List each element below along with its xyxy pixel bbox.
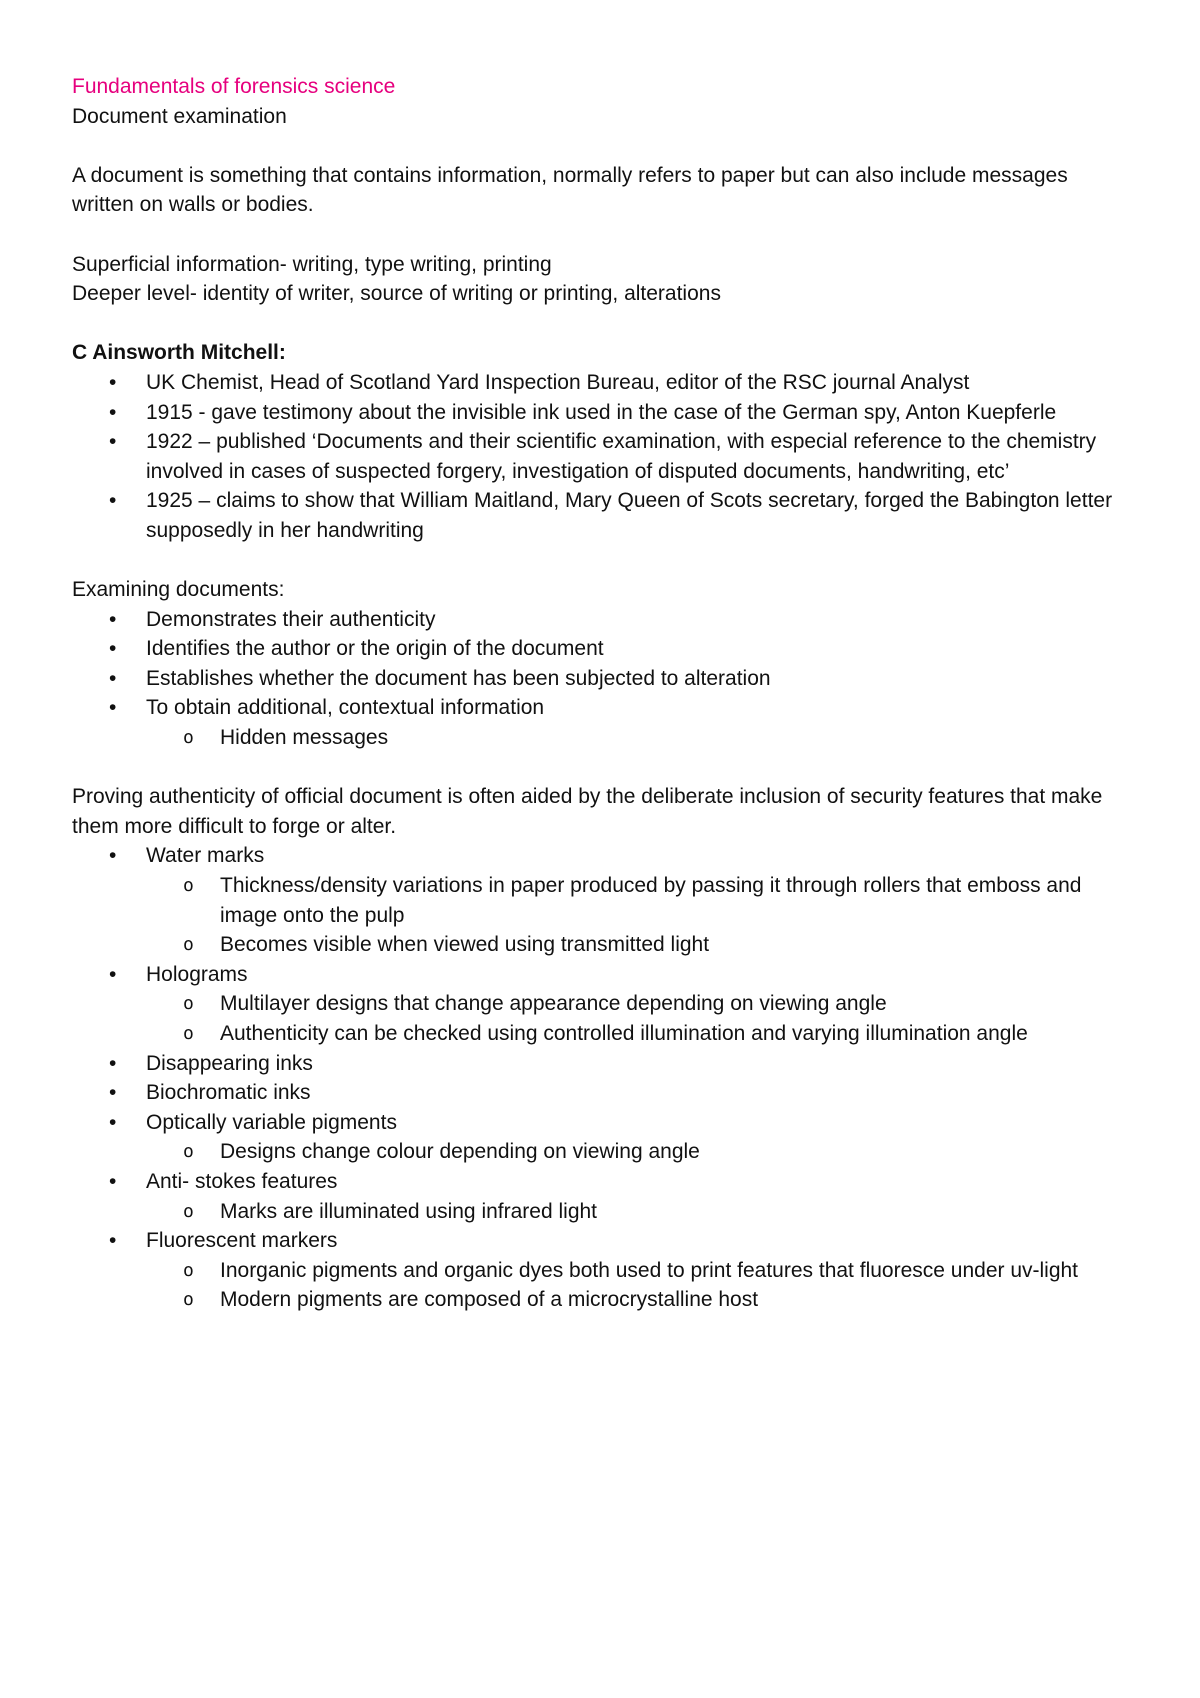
sub-list-item-text: Becomes visible when viewed using transmitted light — [220, 933, 710, 957]
document-page — [72, 72, 1132, 1315]
sub-bullet-icon: o — [183, 1259, 194, 1281]
bullet-icon: • — [109, 607, 117, 631]
examining-heading: Examining documents: — [72, 578, 285, 602]
spacer — [72, 753, 1132, 783]
sub-list — [146, 723, 1132, 753]
list-item-optically-variable-pigments — [72, 1108, 1132, 1167]
superficial-level: Superficial information- writing, type writing, printing — [72, 252, 552, 276]
sub-bullet-icon: o — [183, 934, 194, 956]
list-item-water-marks — [72, 841, 1132, 959]
sub-list-item — [146, 930, 1132, 960]
bullet-icon: • — [109, 400, 117, 424]
list-item-text: UK Chemist, Head of Scotland Yard Inspection Bureau, editor of the RSC journal Analyst — [146, 370, 970, 394]
sub-bullet-icon: o — [183, 875, 194, 897]
list-item — [72, 427, 1132, 486]
mitchell-list — [72, 368, 1132, 546]
sub-list-item-text: Thickness/density variations in paper produced by passing it through rollers that emboss and image onto the pulp — [220, 874, 1082, 927]
sub-list — [146, 1197, 1132, 1227]
list-item-anti-stokes-features — [72, 1167, 1132, 1226]
examining-list — [72, 605, 1132, 753]
list-item-text: 1915 - gave testimony about the invisible ink used in the case of the German spy, Anton Kuepferle — [146, 400, 1057, 424]
sub-list — [146, 989, 1132, 1048]
list-item — [72, 605, 1132, 635]
mitchell-heading: C Ainsworth Mitchell: — [72, 341, 286, 365]
bullet-icon: • — [109, 1110, 117, 1134]
list-item-holograms — [72, 960, 1132, 1049]
bullet-icon: • — [109, 1169, 117, 1193]
sub-list-item — [146, 1019, 1132, 1049]
sub-list-item-text: Inorganic pigments and organic dyes both used to print features that fluoresce under uv-light — [220, 1258, 1079, 1282]
list-item-text: Establishes whether the document has been subjected to alteration — [146, 666, 771, 690]
sub-list-item-text: Designs change colour depending on viewing angle — [220, 1140, 700, 1164]
sub-bullet-icon: o — [183, 993, 194, 1015]
list-item — [72, 693, 1132, 752]
bullet-icon: • — [109, 666, 117, 690]
list-item-fluorescent-markers — [72, 1226, 1132, 1315]
sub-list — [146, 871, 1132, 960]
list-item — [72, 634, 1132, 664]
list-item-text: To obtain additional, contextual information — [146, 696, 545, 720]
bullet-icon: • — [109, 430, 117, 454]
list-item-text: Disappearing inks — [146, 1051, 313, 1075]
sub-list-item — [146, 1137, 1132, 1167]
sub-bullet-icon: o — [183, 727, 194, 749]
list-item-biochromatic-inks — [72, 1078, 1132, 1108]
sub-list-item — [146, 1197, 1132, 1227]
list-item-text: 1925 – claims to show that William Maitland, Mary Queen of Scots secretary, forged the Babington letter supposedly in her handwriting — [146, 489, 1113, 542]
bullet-icon: • — [109, 1081, 117, 1105]
sub-list-item — [146, 989, 1132, 1019]
sub-list-item-text: Modern pigments are composed of a microcrystalline host — [220, 1288, 759, 1312]
bullet-icon: • — [109, 844, 117, 868]
bullet-icon: • — [109, 370, 117, 394]
list-item-text: Demonstrates their authenticity — [146, 607, 436, 631]
list-item-text: Biochromatic inks — [146, 1081, 311, 1105]
list-item-text: Fluorescent markers — [146, 1229, 338, 1253]
list-item — [72, 398, 1132, 428]
bullet-icon: • — [109, 1229, 117, 1253]
intro-paragraph: A document is something that contains information, normally refers to paper but can also include messages written on walls or bodies. — [72, 163, 1068, 217]
bullet-icon: • — [109, 489, 117, 513]
list-item — [72, 486, 1132, 545]
bullet-icon: • — [109, 637, 117, 661]
sub-list-item-text: Multilayer designs that change appearance depending on viewing angle — [220, 992, 887, 1016]
sub-bullet-icon: o — [183, 1023, 194, 1044]
list-item — [72, 368, 1132, 398]
list-item — [72, 664, 1132, 694]
sub-list-item-text: Marks are illuminated using infrared light — [220, 1199, 598, 1223]
list-item-text: 1922 – published ‘Documents and their scientific examination, with especial reference to the chemistry involved in cases of suspected forgery, investigation of disputed documents, handwriting, etc’ — [146, 430, 1097, 483]
sub-list-item — [146, 1256, 1132, 1286]
deeper-level: Deeper level- identity of writer, source of writing or printing, alterations — [72, 282, 721, 306]
list-item-text: Optically variable pigments — [146, 1110, 397, 1134]
list-item-text: Anti- stokes features — [146, 1169, 338, 1193]
spacer — [72, 309, 1132, 339]
sub-list-item — [146, 871, 1132, 930]
sub-list-item-text: Hidden messages — [220, 726, 389, 750]
list-item-disappearing-inks — [72, 1049, 1132, 1079]
list-item-text: Holograms — [146, 962, 248, 986]
sub-bullet-icon: o — [183, 1141, 194, 1163]
security-features-list — [72, 841, 1132, 1315]
list-item-text: Water marks — [146, 844, 265, 868]
spacer — [72, 546, 1132, 576]
spacer — [72, 220, 1132, 250]
sub-list-item — [146, 1285, 1132, 1315]
bullet-icon: • — [109, 962, 117, 986]
security-intro: Proving authenticity of official document is often aided by the deliberate inclusion of security features that make them more difficult to forge or alter. — [72, 785, 1103, 838]
sub-list-item — [146, 723, 1132, 753]
bullet-icon: • — [109, 1051, 117, 1075]
bullet-icon: • — [109, 696, 117, 720]
sub-bullet-icon: o — [183, 1289, 194, 1311]
sub-list — [146, 1137, 1132, 1167]
document-title: Fundamentals of forensics science — [72, 75, 396, 98]
sub-list-item-text: Authenticity can be checked using controlled illumination and varying illumination angle — [220, 1022, 1028, 1045]
list-item-text: Identifies the author or the origin of the document — [146, 637, 604, 661]
sub-bullet-icon: o — [183, 1200, 194, 1222]
document-subtitle: Document examination — [72, 104, 287, 128]
spacer — [72, 131, 1132, 161]
sub-list — [146, 1256, 1132, 1315]
